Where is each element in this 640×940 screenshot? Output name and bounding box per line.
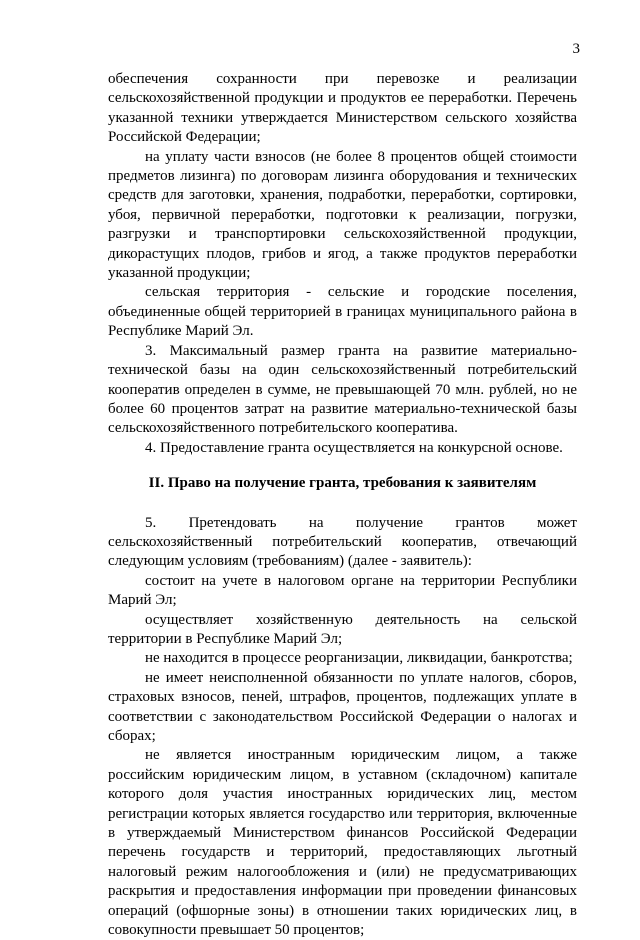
paragraph: 3. Максимальный размер гранта на развитие материально-технической базы на один сельскохозяйственный потребительский кооператив определен в сумме, не превышающей 70 млн. рублей, но не более 60 процентов затрат на развитие материально-технической базы сельскохозяйственного потребительского кооператива. (108, 342, 577, 437)
paragraph: обеспечения сохранности при перевозке и реализации сельскохозяйственной продукции и продуктов ее переработки. Перечень указанной техники утверждается Министерством сельского хозяйства Российской Федерации; (108, 71, 577, 146)
paragraph: сельская территория - сельские и городские поселения, объединенные общей территорией в границах муниципального района в Республике Марий Эл. (108, 284, 577, 340)
paragraph: не имеет неисполненной обязанности по уплате налогов, сборов, страховых взносов, пеней, штрафов, процентов, подлежащих уплате в соответствии с законодательством Российской Федерации о налогах и сборах; (108, 669, 577, 744)
paragraph: осуществляет хозяйственную деятельность на сельской территории в Республике Марий Эл; (108, 611, 577, 647)
paragraph: 4. Предоставление гранта осуществляется на конкурсной основе. (145, 439, 563, 456)
paragraph: не является иностранным юридическим лицом, а также российским юридическим лицом, в уставном (складочном) капитале которого доля участия иностранных юридических лиц, местом регистрации которых является государство или территория, включенные в утверждаемый Министерством финансов Российской Федерации перечень государств и территорий, предоставляющих льготный налоговый режим налогообложения и (или) не предусматривающих раскрытия и предоставления информации при проведении финансовых операций (офшорные зоны) в отношении таких юридических лиц, в совокупности превышает 50 процентов; (108, 747, 577, 939)
paragraph: 5. Претендовать на получение грантов может сельскохозяйственный потребительский кооператив, отвечающий следующим условиям (требованиям) (далее - заявитель): (108, 514, 577, 570)
section-heading: II. Право на получение гранта, требования к заявителям (148, 475, 537, 492)
paragraph: не находится в процессе реорганизации, ликвидации, банкротства; (145, 650, 573, 667)
paragraph: состоит на учете в налоговом органе на территории Республики Марий Эл; (108, 572, 577, 609)
paragraph: на уплату части взносов (не более 8 процентов общей стоимости предметов лизинга) по договорам лизинга оборудования и технических средств для заготовки, хранения, подработки, переработки, сортировки, убоя, первичной переработки, подготовки к реализации, погрузки, разгрузки и транспортировки сельскохозяйственной продукции, дикорастущих плодов, грибов и ягод, а также продуктов переработки указанной продукции; (108, 148, 577, 282)
document-body (108, 70, 577, 940)
page-number: 3 (572, 41, 580, 57)
